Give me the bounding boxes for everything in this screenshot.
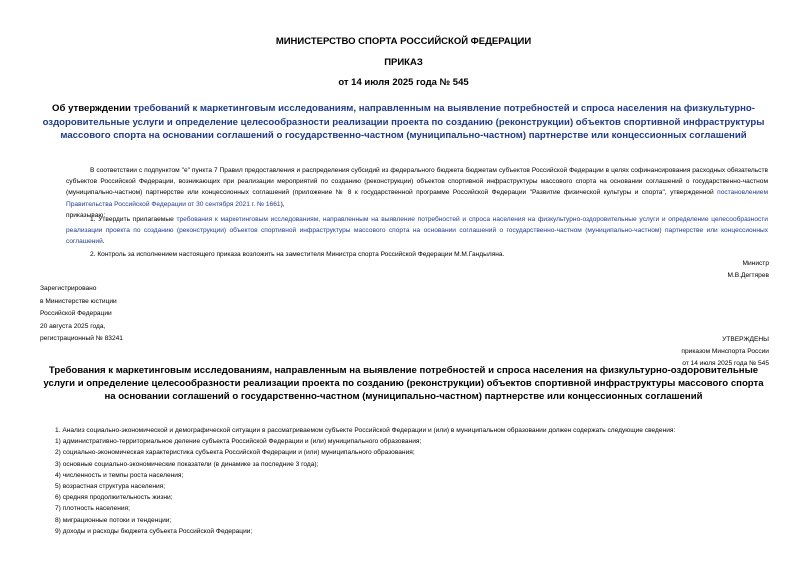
minister-name: М.В.Дегтярев xyxy=(727,272,769,279)
title-prefix: Об утверждении xyxy=(52,103,134,114)
order-verb: приказываю: xyxy=(66,211,106,219)
list-item: 7) плотность населения; xyxy=(55,505,130,513)
list-item: 3) основные социально-экономические показатели (в динамике за последние 3 года); xyxy=(55,460,319,468)
list-item: 6) средняя продолжительность жизни; xyxy=(55,494,173,502)
minister-position: Министр xyxy=(742,260,769,267)
requirements-list xyxy=(55,425,675,537)
decree-item-1-prefix: 1. Утвердить прилагаемые xyxy=(90,216,177,223)
list-item: 8) миграционные потоки и тенденции; xyxy=(55,516,172,524)
registration-line-5: регистрационный № 83241 xyxy=(40,335,123,342)
approved-line-1: УТВЕРЖДЕНЫ xyxy=(722,336,769,343)
list-item: 1. Анализ социально-экономической и демографической ситуации в рассматриваемом субъекте Российской Федерации и (или) в муниципальном образовании должен содержать следующие сведения: xyxy=(55,427,676,434)
registration-block xyxy=(40,283,123,346)
approved-line-2: приказом Минспорта России xyxy=(681,348,769,355)
list-item: 5) возрастная структура населения; xyxy=(55,483,166,491)
list-item: 1) административно-территориальное деление субъекта Российской Федерации и (или) муниципального образования; xyxy=(55,438,422,446)
registration-line-2: в Министерстве юстиции xyxy=(40,297,117,305)
list-item: 9) доходы и расходы бюджета субъекта Российской Федерации; xyxy=(55,527,253,535)
requirements-title: Требования к маркетинговым исследованиям, направленным на выявление потребностей и спроса населения на физкультурно-оздоровительные услуги и определение целесообразности реализации проекта по созданию (реконструкции) объектов спортивной инфраструктуры массового спорта на основании соглашений о государственно-частном (муниципально-частном) партнерстве или концессионных соглашений xyxy=(43,365,764,402)
requirements-link[interactable]: требования к маркетинговым исследованиям, направленным на выявление потребностей и спроса населения на физкультурно-оздоровительные услуги и определение целесообразности реализации проекта по созданию (реконструкции) объектов спортивной инфраструктуры массового спорта на основании соглашений о государственно-частном (муниципально-частном) партнерстве или концессионных соглашений xyxy=(66,216,768,246)
ministry-name: МИНИСТЕРСТВО СПОРТА РОССИЙСКОЙ ФЕДЕРАЦИИ xyxy=(275,36,532,47)
decree-item-2: 2. Контроль за исполнением настоящего приказа возложить на заместителя Министра спорта Российской Федерации М.М.Гандыляна. xyxy=(90,251,505,258)
minister-signature xyxy=(727,258,769,282)
preamble-text xyxy=(66,165,768,210)
government-resolution-link[interactable]: постановлением Правительства Российской Федерации от 30 сентября 2021 г. № 1661 xyxy=(66,189,768,208)
title-requirements-link[interactable]: требований к маркетинговым исследованиям, направленным на выявление потребностей и спроса населения на физкультурно-оздоровительные услуги и определение целесообразности реализации проекта по созданию (реконструкции) объектов спортивной инфраструктуры массового спорта на основании соглашений о государственно-частном (муниципально-частном) партнерстве или концессионных соглашений xyxy=(42,103,765,141)
approved-line-3: от 14 июля 2025 года № 545 xyxy=(682,360,769,367)
preamble-part1: В соответствии с подпунктом "е" пункта 7 Правил предоставления и распределения субсидий из федерального бюджета бюджетам субъектов Российской Федерации в целях софинансирования расходных обязательств субъектов Российской Федерации, возникающих при реализации мероприятий по созданию (реконструкции) объектов спортивной инфраструктуры массового спорта на основании соглашений о государственно-частном (муниципально-частном) партнерстве или концессионных соглашений (приложение № 8 к государственной программе Российской Федерации "Развитие физической культуры и спорта", утвержденной xyxy=(66,167,768,197)
order-date: от 14 июля 2025 года № 545 xyxy=(338,77,469,88)
document-title xyxy=(40,102,767,143)
decree-item-1-suffix: . xyxy=(102,238,105,246)
registration-line-1: Зарегистрировано xyxy=(40,285,97,292)
list-item: 2) социально-экономическая характеристика субъекта Российской Федерации и (или) муниципального образования; xyxy=(55,449,415,457)
preamble xyxy=(66,165,768,221)
preamble-part2: ), xyxy=(280,200,285,208)
order-heading: ПРИКАЗ xyxy=(384,57,423,68)
decree-item-1 xyxy=(66,214,768,248)
registration-line-4: 20 августа 2025 года, xyxy=(40,322,106,330)
registration-line-3: Российской Федерации xyxy=(40,310,112,317)
list-item: 4) численность и темпы роста населения; xyxy=(55,471,184,479)
